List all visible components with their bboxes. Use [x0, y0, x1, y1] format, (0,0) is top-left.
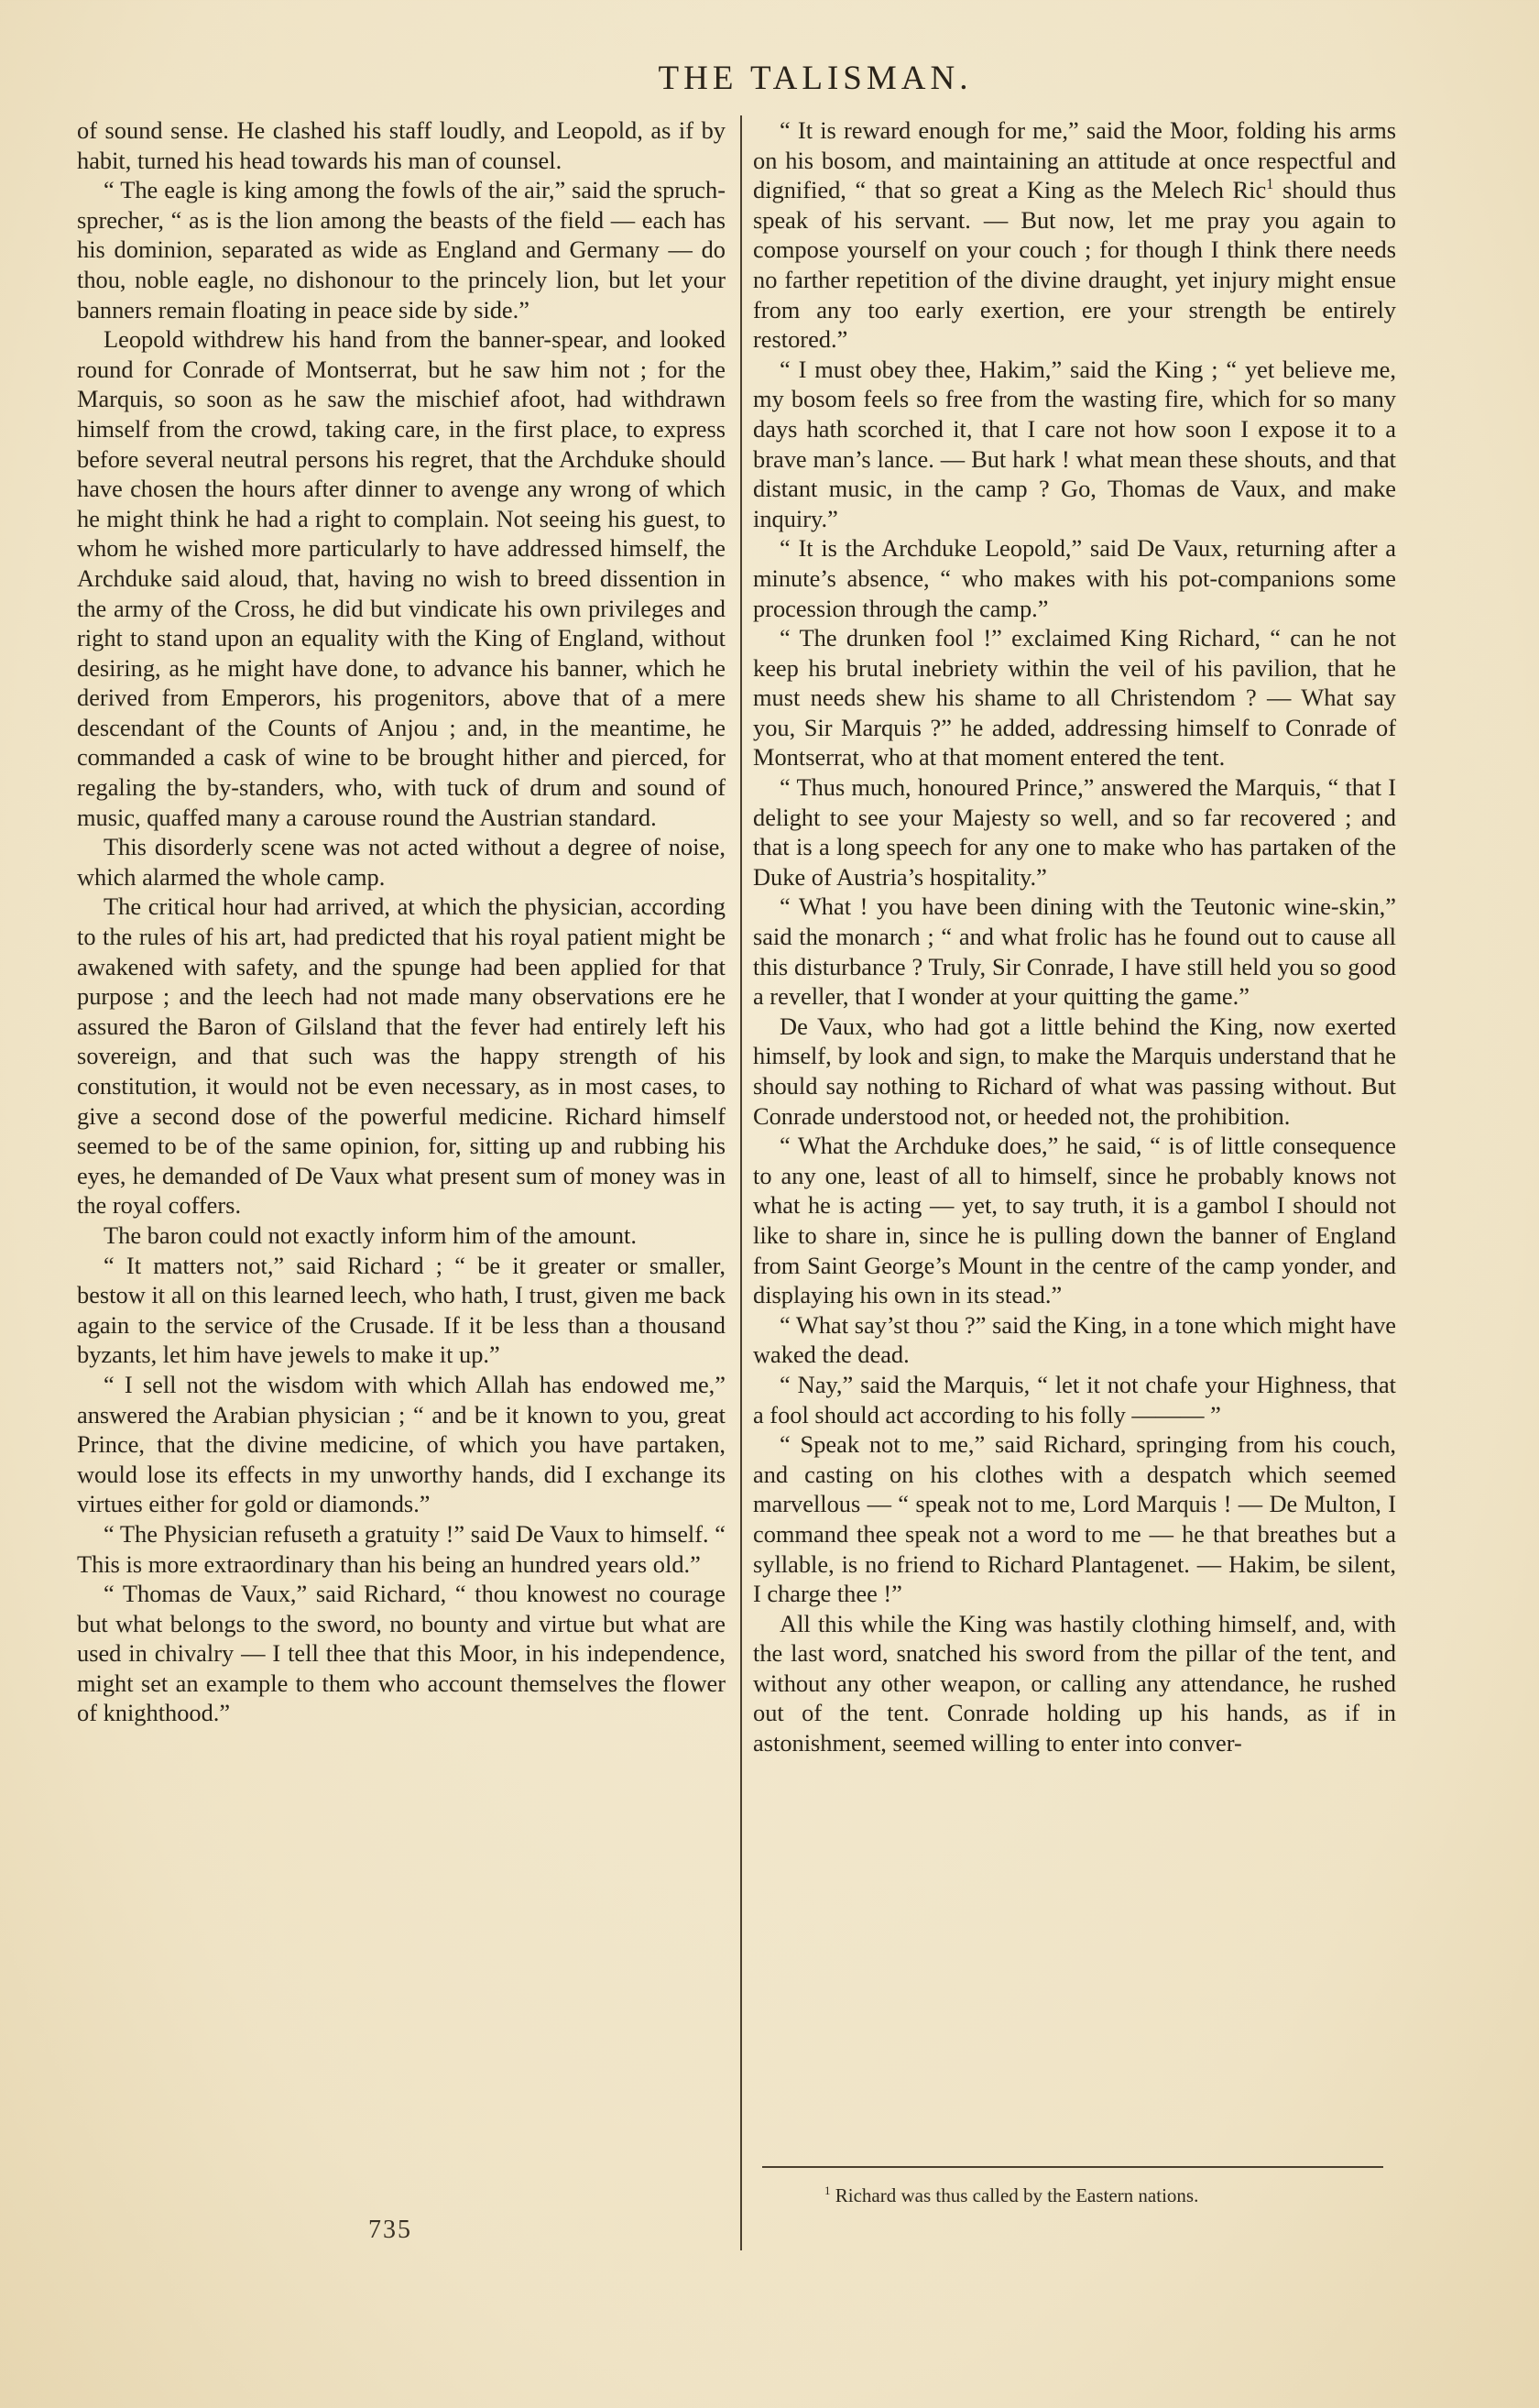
footnote-reference: 1 — [1266, 175, 1274, 193]
footnote-marker: 1 — [824, 2184, 831, 2197]
paragraph: “ What the Archduke does,” he said, “ is of little consequence to any one, least of all to himself, since he probably knows not what he is acting — yet, to say truth, it is a gambol I should not like to share in, since he is pulling down the banner of England from Saint George’s Mount in the centre of the camp yonder, and displaying his own in its stead.” — [753, 1132, 1396, 1309]
paragraph: “ The drunken fool !” exclaimed King Richard, “ can he not keep his brutal inebriety within the veil of his pavilion, that he must needs shew his shame to all Christendom ? — What say you, Sir Marquis ?” he added, addressing himself to Conrade of Montserrat, who at that moment entered the tent. — [753, 624, 1396, 772]
paragraph: “ It is the Archduke Leopold,” said De Vaux, returning after a minute’s absence, “ who makes with his pot-companions some procession through the camp.” — [753, 534, 1396, 622]
paragraph: “ I sell not the wisdom with which Allah has endowed me,” answered the Arabian physician ; “ and be it known to you, great Prince, that the divine medicine, of which you have partaken, would lose its effects in my unworthy hands, did I exchange its virtues either for gold or diamonds.” — [77, 1370, 726, 1518]
paragraph: “ I must obey thee, Hakim,” said the King ; “ yet believe me, my bosom feels so free from the wasting fire, which for so many days hath scorched it, that I care not how soon I expose it to a brave man’s lance. — But hark ! what mean these shouts, and that distant music, in the camp ? Go, Thomas de Vaux, and make inquiry.” — [753, 355, 1396, 532]
page-number: 735 — [368, 2216, 412, 2244]
paragraph: “ The Physician refuseth a gratuity !” said De Vaux to himself. “ This is more extraordinary than his being an hundred years old.” — [77, 1519, 726, 1578]
paragraph: “ Nay,” said the Marquis, “ let it not chafe your Highness, that a fool should act according to his folly ——— ” — [753, 1370, 1396, 1428]
column-divider — [740, 115, 742, 2250]
paragraph: De Vaux, who had got a little behind the King, now exerted himself, by look and sign, to make the Marquis understand that he should say nothing to Richard of what was passing without. But Conrade understood not, or heeded not, the prohibition. — [753, 1012, 1396, 1130]
footnote-text: Richard was thus called by the Eastern nations. — [830, 2184, 1199, 2206]
paragraph: “ It matters not,” said Richard ; “ be it greater or smaller, bestow it all on this learned leech, who hath, I trust, given me back again to the service of the Crusade. If it be less than a thousand byzants, let him have jewels to make it up.” — [77, 1251, 726, 1369]
paragraph: “ Thomas de Vaux,” said Richard, “ thou knowest no courage but what belongs to the sword, no bounty and virtue but what are used in chivalry — I tell thee that this Moor, in his independence, might set an example to them who account themselves the flower of knighthood.” — [77, 1580, 726, 1727]
paragraph: “ The eagle is king among the fowls of the air,” said the spruch-sprecher, “ as is the lion among the beasts of the field — each has his dominion, separated as wide as England and Germany — do thou, noble eagle, no dishonour to the princely lion, but let your banners remain floating in peace side by side.” — [77, 176, 726, 323]
right-text-column — [753, 115, 1396, 1758]
paragraph: “ What say’st thou ?” said the King, in a tone which might have waked the dead. — [753, 1310, 1396, 1369]
paragraph: “ Speak not to me,” said Richard, springing from his couch, and casting on his clothes with a despatch which seemed marvellous — “ speak not to me, Lord Marquis ! — De Multon, I command thee speak not a word to me — he that breathes but a syllable, is no friend to Richard Plantagenet. — Hakim, be silent, I charge thee !” — [753, 1430, 1396, 1608]
paragraph: The critical hour had arrived, at which the physician, according to the rules of his art, had predicted that his royal patient might be awakened with safety, and the spunge had been applied for that purpose ; and the leech had not made many observations ere he assured the Baron of Gilsland that the fever had entirely left his sovereign, and that such was the happy strength of his constitution, it would not be even necessary, as in most cases, to give a second dose of the powerful medicine. Richard himself seemed to be of the same opinion, for, sitting up and rubbing his eyes, he demanded of De Vaux what present sum of money was in the royal coffers. — [77, 892, 726, 1220]
paragraph-text: “ It is reward enough for me,” said the Moor, folding his arms on his bosom, and maintaining an attitude at once respectful and dignified, “ that so great a King as the Melech Ric — [753, 116, 1396, 204]
paragraph: Leopold withdrew his hand from the banner-spear, and looked round for Conrade of Montserrat, but he saw him not ; for the Marquis, so soon as he saw the mischief afoot, had withdrawn himself from the crowd, taking care, in the first place, to express before several neutral persons his regret, that the Archduke should have chosen the hours after dinner to avenge any wrong of which he might think he had a right to complain. Not seeing his guest, to whom he wished more particularly to have addressed himself, the Archduke said aloud, that, having no wish to breed dissention in the army of the Cross, he did but vindicate his own privileges and right to stand upon an equality with the King of England, without desiring, as he might have done, to advance his banner, which he derived from Emperors, his progenitors, above that of a mere descendant of the Counts of Anjou ; and, in the meantime, he commanded a cask of wine to be brought hither and pierced, for regaling the by-standers, who, with tuck of drum and sound of music, quaffed many a carouse round the Austrian standard. — [77, 325, 726, 831]
paragraph-text: should thus speak of his servant. — But now, let me pray you again to compose yourself on your couch ; for though I think there needs no farther repetition of the divine draught, yet injury might ensue from any too early exertion, ere your strength be entirely restored.” — [753, 176, 1396, 354]
paragraph: This disorderly scene was not acted without a degree of noise, which alarmed the whole camp. — [77, 833, 726, 891]
paragraph: “ Thus much, honoured Prince,” answered the Marquis, “ that I delight to see your Majesty so well, and so far recovered ; and that is a long speech for any one to make who has partaken of the Duke of Austria’s hospitality.” — [753, 773, 1396, 891]
running-title: THE TALISMAN. — [658, 60, 973, 97]
paragraph: All this while the King was hastily clothing himself, and, with the last word, snatched his sword from the pillar of the tent, and without any other weapon, or calling any attendance, he rushed out of the tent. Conrade holding up his hands, as if in astonishment, seemed willing to enter into conver- — [753, 1609, 1396, 1757]
paragraph: of sound sense. He clashed his staff loudly, and Leopold, as if by habit, turned his head towards his man of counsel. — [77, 116, 726, 174]
footnote-rule — [762, 2166, 1383, 2168]
paragraph-with-note — [753, 115, 1396, 355]
paragraph: “ What ! you have been dining with the Teutonic wine-skin,” said the monarch ; “ and what frolic has he found out to cause all this disturbance ? Truly, Sir Conrade, I have still held you so good a reveller, that I wonder at your quitting the game.” — [753, 892, 1396, 1011]
footnote — [824, 2184, 1198, 2207]
left-text-column — [77, 115, 726, 1728]
paragraph: The baron could not exactly inform him of the amount. — [104, 1220, 637, 1249]
